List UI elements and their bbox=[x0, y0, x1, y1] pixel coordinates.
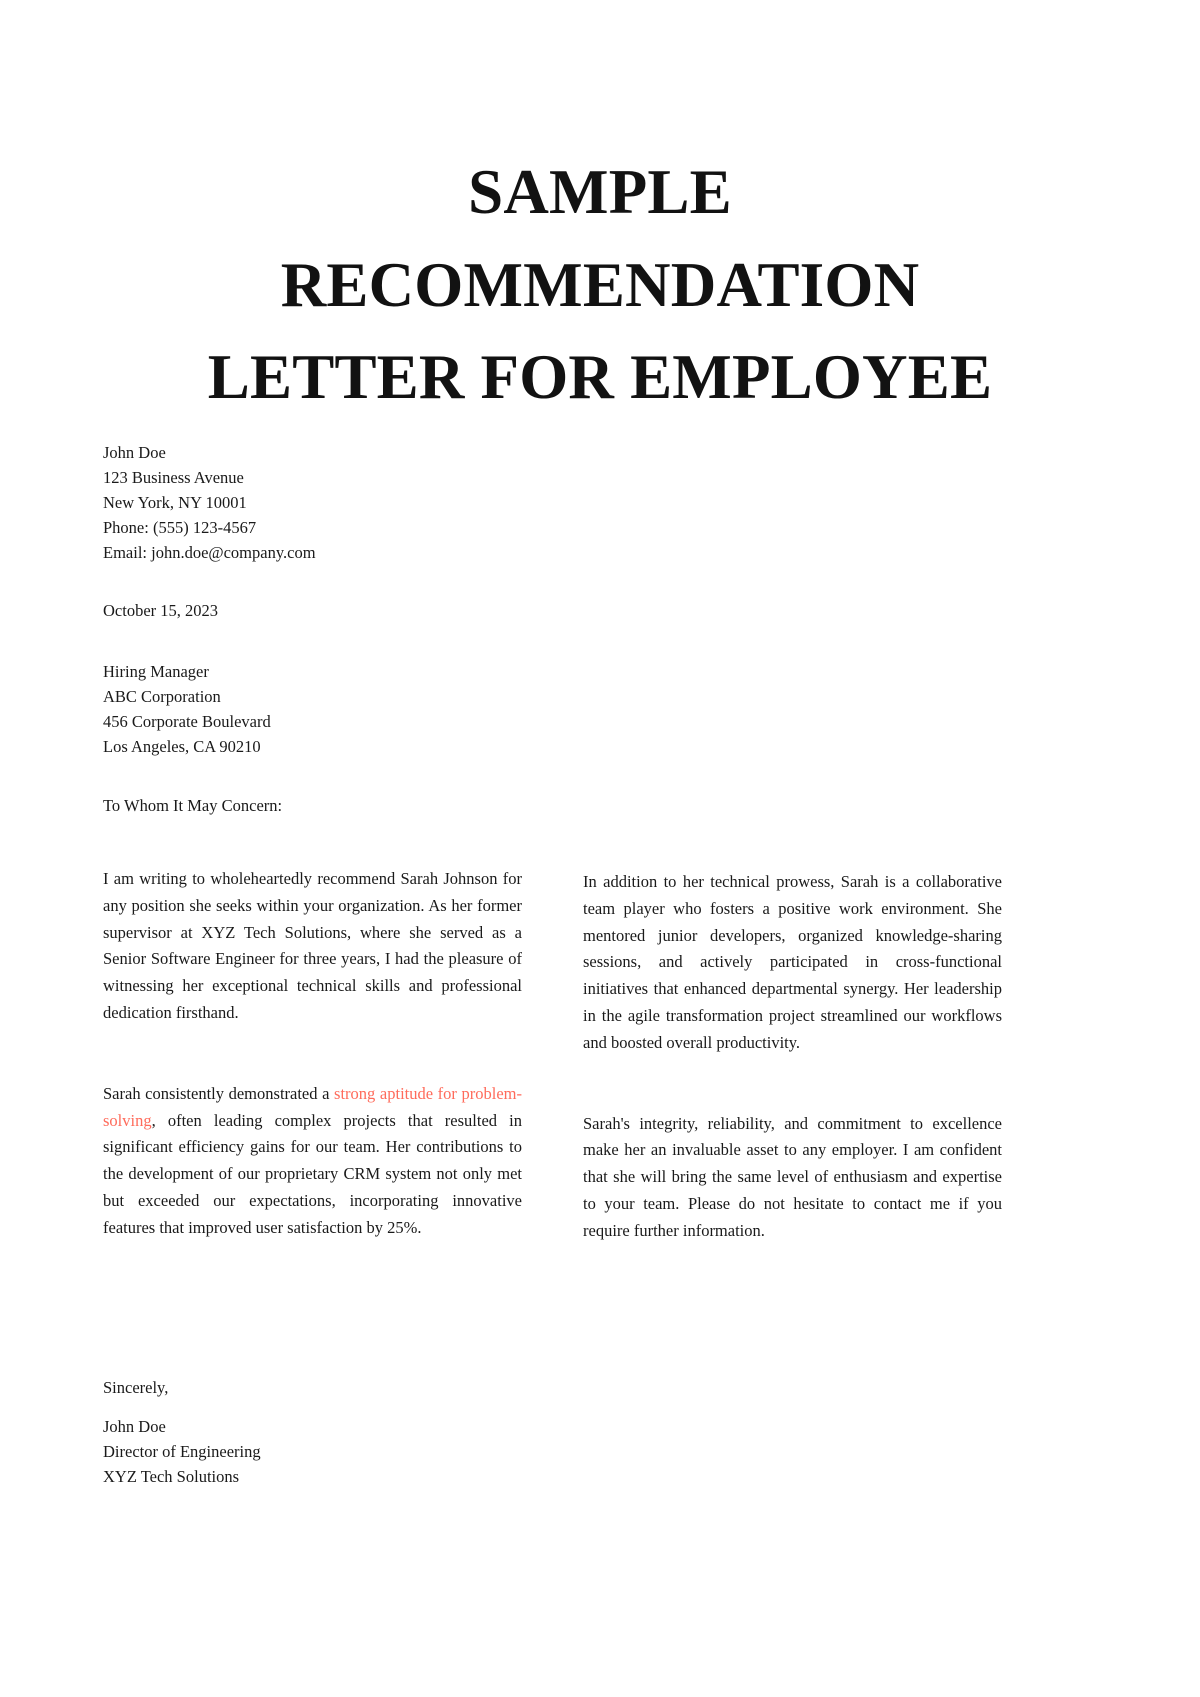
body-paragraph-2-tail: , often leading complex projects that resulted in significant efficiency gains for our team. Her contributions to the development of our proprietary CRM system not only met but exceeded our expectations, incorporating innovative features that improved user satisfaction by 25%. bbox=[103, 1110, 522, 1237]
salutation-block bbox=[103, 793, 623, 818]
letter-date-block bbox=[103, 598, 623, 623]
recipient-company: ABC Corporation bbox=[103, 687, 221, 706]
sender-street: 123 Business Avenue bbox=[103, 468, 244, 487]
recipient-street: 456 Corporate Boulevard bbox=[103, 712, 271, 731]
letter-body bbox=[103, 866, 1003, 1245]
closing-salutation: Sincerely, bbox=[103, 1378, 169, 1397]
highlighted-phrase: strong aptitude for problem-solving bbox=[103, 1083, 522, 1130]
sender-city-state-zip: New York, NY 10001 bbox=[103, 493, 247, 512]
body-paragraph-3: In addition to her technical prowess, Sarah is a collaborative team player who fosters a positive work environment. She mentored junior developers, organized knowledge-sharing sessions, and actively participated in cross-functional initiatives that enhanced departmental synergy. Her leadership in the agile transformation project streamlined our workflows and boosted overall productivity. bbox=[583, 872, 1002, 1052]
body-paragraph-1: I am writing to wholeheartedly recommend Sarah Johnson for any position she seeks within your organization. As her former supervisor at XYZ Tech Solutions, where she served as a Senior Software Engineer for three years, I had the pleasure of witnessing her exceptional technical skills and professional dedication firsthand. bbox=[103, 869, 522, 1022]
letter-date: October 15, 2023 bbox=[103, 601, 219, 620]
sender-name: John Doe bbox=[103, 443, 166, 462]
signature-block bbox=[103, 1414, 623, 1489]
sender-phone: Phone: (555) 123-4567 bbox=[103, 518, 257, 537]
closing-block bbox=[103, 1375, 623, 1400]
signature-name: John Doe bbox=[103, 1417, 166, 1436]
sender-address-block bbox=[103, 440, 623, 565]
page-title bbox=[103, 146, 1097, 424]
sender-email: Email: john.doe@company.com bbox=[103, 543, 316, 562]
page-title-line-3: LETTER FOR EMPLOYEE bbox=[207, 342, 993, 413]
body-column-right bbox=[583, 866, 1002, 1245]
body-column-left bbox=[103, 866, 522, 1245]
recipient-address-block bbox=[103, 659, 623, 759]
body-paragraph-2 bbox=[103, 1081, 522, 1242]
page-title-line-2: RECOMMENDATION bbox=[280, 249, 920, 320]
body-paragraph-4: Sarah's integrity, reliability, and commitment to excellence make her an invaluable asset to any employer. I am confident that she will bring the same level of enthusiasm and expertise to your team. Please do not hesitate to contact me if you require further information. bbox=[583, 1113, 1002, 1240]
page-title-line-1: SAMPLE bbox=[468, 157, 732, 228]
body-paragraph-2-lead: Sarah consistently demonstrated a bbox=[103, 1083, 335, 1103]
signature-company: XYZ Tech Solutions bbox=[103, 1467, 240, 1486]
salutation: To Whom It May Concern: bbox=[103, 796, 283, 815]
signature-job-title: Director of Engineering bbox=[103, 1442, 261, 1461]
recipient-city-state-zip: Los Angeles, CA 90210 bbox=[103, 737, 261, 756]
recipient-title: Hiring Manager bbox=[103, 662, 209, 681]
